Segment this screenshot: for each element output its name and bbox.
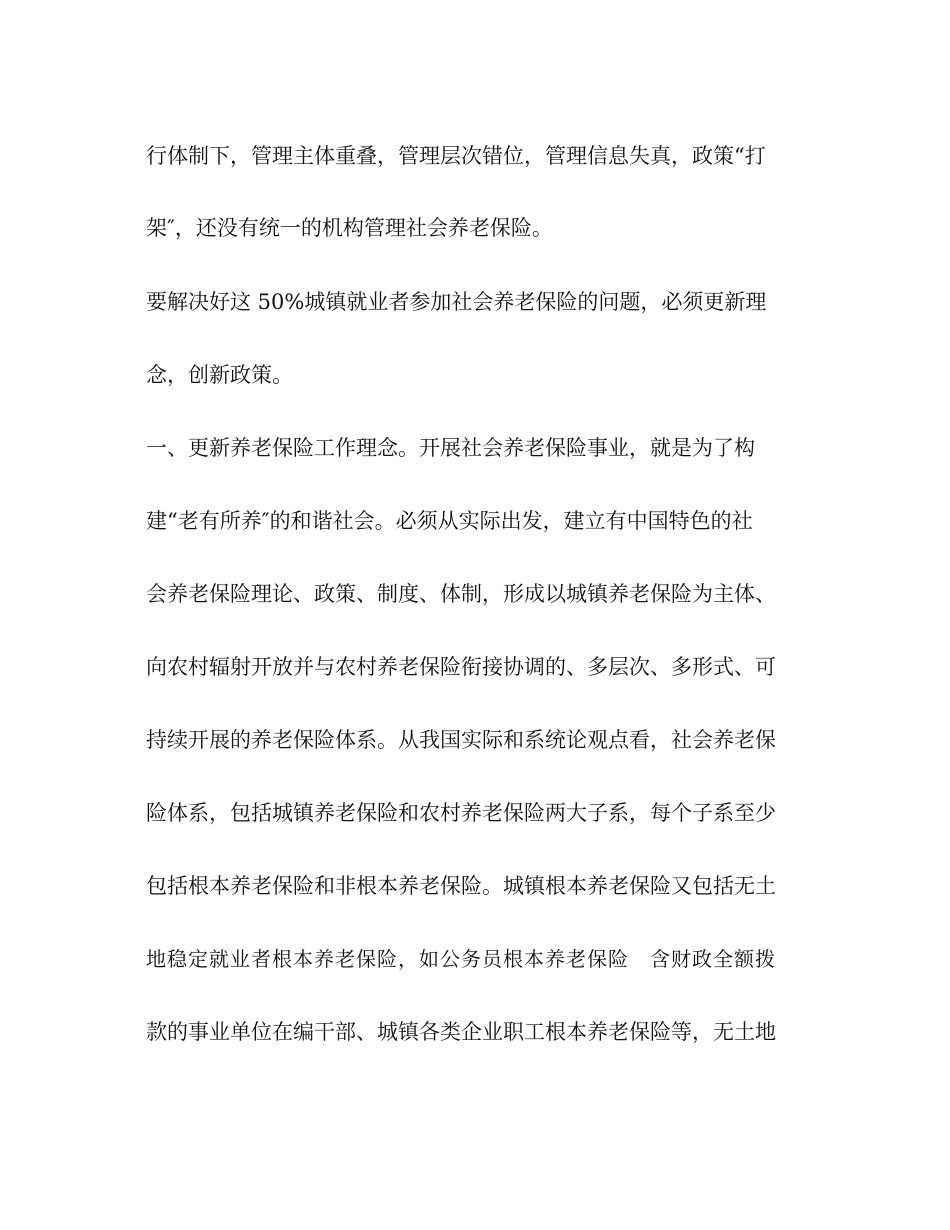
paragraph-line: 会养老保险理论、政策、制度、体制，形成以城镇养老保险为主体、: [146, 582, 776, 606]
paragraph-line: 地稳定就业者根本养老保险，如公务员根本养老保险 含财政全额拨: [146, 947, 776, 971]
paragraph-line: 要解决好这 50%城镇就业者参加社会养老保险的问题，必须更新理: [146, 290, 767, 314]
paragraph-line: 念，创新政策。: [146, 363, 293, 387]
paragraph-line: 架″，还没有统一的机构管理社会养老保险。: [146, 216, 553, 240]
paragraph-line: 款的事业单位在编干部、城镇各类企业职工根本养老保险等，无土地: [146, 1020, 776, 1044]
paragraph-line: 向农村辐射开放并与农村养老保险衔接协调的、多层次、多形式、可: [146, 655, 776, 679]
paragraph-line: 险体系，包括城镇养老保险和农村养老保险两大子系，每个子系至少: [146, 801, 776, 825]
paragraph-line: 一、更新养老保险工作理念。开展社会养老保险事业，就是为了构: [146, 436, 755, 460]
paragraph-line: 建“老有所养″的和谐社会。必须从实际出发，建立有中国特色的社: [146, 509, 753, 533]
paragraph-line: 行体制下，管理主体重叠，管理层次错位，管理信息失真，政策“打: [146, 144, 766, 168]
paragraph-line: 持续开展的养老保险体系。从我国实际和系统论观点看，社会养老保: [146, 728, 776, 752]
paragraph-line: 包括根本养老保险和非根本养老保险。城镇根本养老保险又包括无土: [146, 874, 776, 898]
